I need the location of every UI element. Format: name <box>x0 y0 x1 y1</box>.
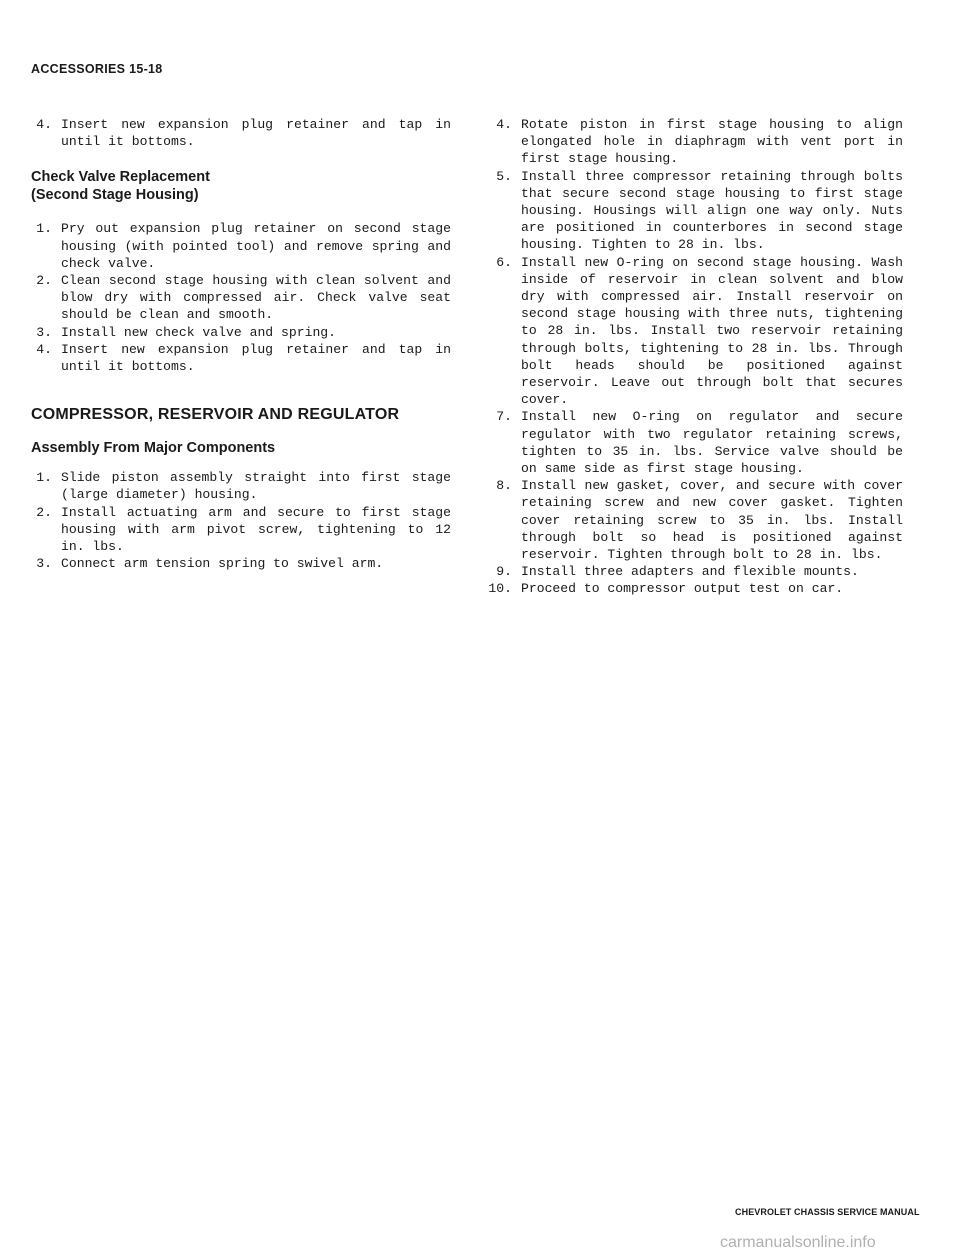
section-heading-check-valve: Check Valve Replacement (Second Stage Housing) <box>31 169 210 204</box>
list-item: 9. Install three adapters and flexible mounts. <box>496 564 859 580</box>
list-item: 4. Rotate piston in first stage housing to align elongated hole in diaphragm with vent port in first stage housing. <box>496 117 903 167</box>
list-item: 7. Install new O-ring on regulator and secure regulator with two regulator retaining screws, tighten to 35 in. lbs. Service valve should be on same side as first stage housing. <box>496 409 903 477</box>
list-item: 2. Clean second stage housing with clean solvent and blow dry with compressed air. Check valve seat should be clean and smooth. <box>36 273 451 323</box>
watermark-text: carmanualsonline.info <box>720 1234 876 1251</box>
list-item: 6. Install new O-ring on second stage housing. Wash inside of reservoir in clean solvent and blow dry with compressed air. Install reservoir on second stage housing with three nuts, tightening to 28 in. lbs. Install two reservoir retaining through bolts, tightening to 28 in. lbs. Through bolt heads should be positioned against reservoir. Leave out through bolt that secures cover. <box>496 254 903 408</box>
section-title: COMPRESSOR, RESERVOIR AND REGULATOR <box>31 406 400 424</box>
list-item: 10. Proceed to compressor output test on car. <box>488 581 844 597</box>
left-column <box>31 116 451 572</box>
list-item: 1. Pry out expansion plug retainer on second stage housing (with pointed tool) and remove spring and check valve. <box>36 221 451 271</box>
section-heading-assembly: Assembly From Major Components <box>31 440 276 457</box>
list-item: 2. Install actuating arm and secure to first stage housing with arm pivot screw, tightening to 12 in. lbs. <box>36 504 451 555</box>
list-item: 3. Install new check valve and spring. <box>36 324 337 340</box>
right-column <box>483 116 903 598</box>
footer-manual-name: CHEVROLET CHASSIS SERVICE MANUAL <box>735 1207 920 1217</box>
list-item: 4. Insert new expansion plug retainer and tap in until it bottoms. <box>36 341 451 375</box>
list-item: 5. Install three compressor retaining through bolts that secure second stage housing to first stage housing. Housings will align one way only. Nuts are positioned in counterbores in second stage housing. Tighten to 28 in. lbs. <box>496 168 903 253</box>
list-item: 3. Connect arm tension spring to swivel arm. <box>36 556 384 572</box>
list-item: 8. Install new gasket, cover, and secure with cover retaining screw and new cover gasket. Tighten cover retaining screw to 35 in. lbs. Install through bolt so head is positioned against reservoir. Tighten through bolt to 28 in. lbs. <box>496 478 903 563</box>
list-item: 4. Insert new expansion plug retainer and tap in until it bottoms. <box>36 117 451 150</box>
running-head: ACCESSORIES 15-18 <box>31 62 163 76</box>
list-item: 1. Slide piston assembly straight into first stage (large diameter) housing. <box>36 470 451 503</box>
